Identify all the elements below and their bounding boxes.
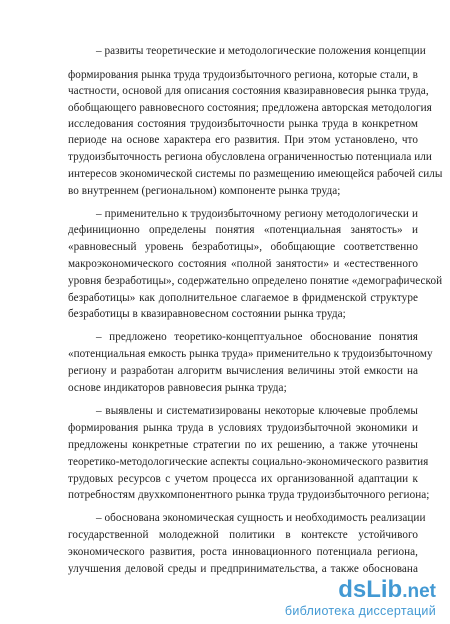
text-line: потребностям двухкомпонентного рынка труда трудоизбыточного региона; <box>68 489 430 501</box>
text-line: обобщающего равновесного состояния; предложена авторская методология <box>68 102 432 114</box>
text-line: – обоснована экономическая сущность и необходимость реализации <box>96 512 426 524</box>
watermark-logo <box>276 577 436 603</box>
text-line: – предложено теоретико-концептуальное обоснование понятия <box>96 331 418 343</box>
text-line: теоретико-методологические аспекты социально-экономического развития <box>68 456 429 468</box>
text-line: – развиты теоретические и методологические положения концепции <box>96 45 426 57</box>
text-line: экономического развития, роста инновационного потенциала региона, <box>68 546 418 558</box>
text-line: интересов экономической системы по размещению имеющейся рабочей силы <box>68 168 443 180</box>
text-line: частности, основой для описания состояния квазиравновесия рынка труда, <box>68 85 429 97</box>
text-line: основе индикаторов равновесия рынка труда; <box>68 382 287 394</box>
text-line: «равновесный уровень безработицы», обобщающие соответственно <box>68 241 418 253</box>
text-line: во внутреннем (региональном) компоненте рынка труда; <box>68 185 341 197</box>
text-line: безработицы в квазиравновесном состоянии рынка труда; <box>68 308 346 320</box>
text-line: трудовых ресурсов с учетом процесса их организованной адаптации к <box>68 473 418 485</box>
text-line: периоде на основе характера его развития. При этом установлено, что <box>68 134 418 146</box>
text-line: уровня безработицы», содержательно определено понятие «демографической <box>68 275 443 287</box>
text-line: улучшения деловой среды и предпринимательства, а также обоснована <box>68 563 418 575</box>
text-line: – выявлены и систематизированы некоторые ключевые проблемы <box>96 405 418 417</box>
text-line: формирования рынка труда в условиях трудоизбыточной экономики и <box>68 422 418 434</box>
text-line: макроэкономического состояния «полной занятости» и «естественного <box>68 258 418 270</box>
watermark-subtitle: библиотека диссертаций <box>284 604 436 618</box>
text-line: безработицы» как дополнительное слагаемое в фридменской структуре <box>68 292 418 304</box>
text-line: региону и разработан алгоритм вычисления величины этой емкости на <box>68 365 418 377</box>
text-line: государственной молодежной политики в контексте устойчивого <box>68 529 418 541</box>
text-line: формирования рынка труда трудоизбыточного региона, которые стали, в <box>68 69 418 81</box>
watermark <box>276 577 436 619</box>
text-line: «потенциальная емкость рынка труда» применительно к трудоизбыточному <box>68 348 433 360</box>
text-line: предложены конкретные стратегии по их решению, а также уточнены <box>68 439 418 451</box>
watermark-tld: .net <box>402 581 436 602</box>
text-line: трудоизбыточность региона обусловлена ограниченностью потенциала или <box>68 151 432 163</box>
text-line: исследования состояния трудоизбыточности рынка труда в конкретном <box>68 118 418 130</box>
watermark-brand: dsLib <box>338 576 403 603</box>
text-line: – применительно к трудоизбыточному региону методологически и <box>96 208 418 220</box>
text-line: дефиниционно определены понятия «потенциальная занятость» и <box>68 224 418 236</box>
